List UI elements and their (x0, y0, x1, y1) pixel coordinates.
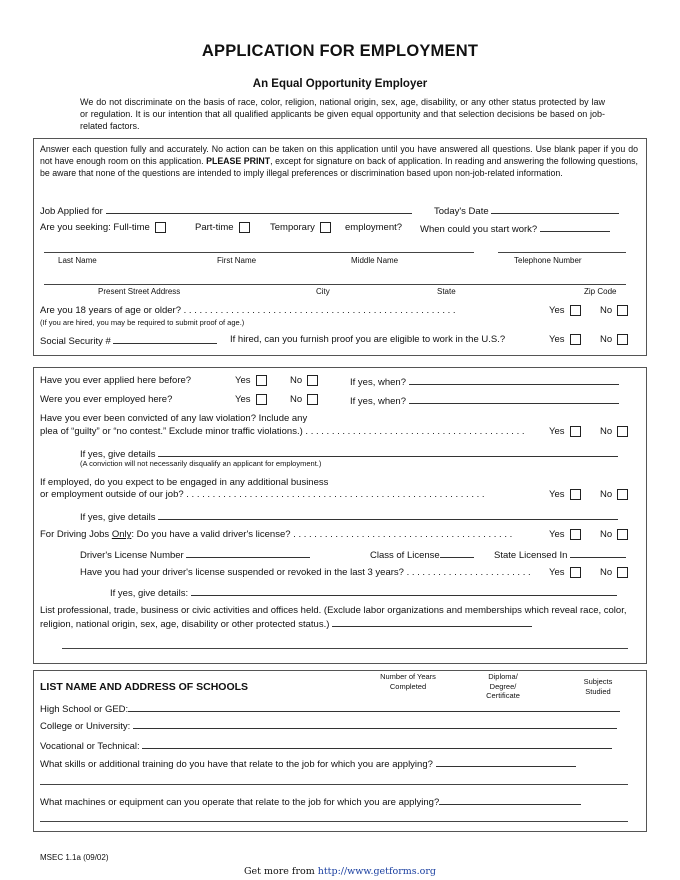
last-name-label: Last Name (58, 256, 97, 265)
applied-no-checkbox[interactable] (307, 375, 318, 386)
suspended-details-field[interactable] (191, 586, 617, 596)
conviction-question-row: plea of “guilty” or “no contest.” Exclude minor traffic violations.) . . . . . . . . . . . . . . . . . . . . . . . . . . . . . . . . . . . . . . . . . . (40, 426, 525, 437)
todays-date-row (434, 204, 619, 217)
street-label: Present Street Address (98, 287, 181, 296)
subjects-header: Subjects Studied (583, 677, 613, 696)
license-yes-checkbox[interactable] (570, 529, 581, 540)
zip-label: Zip Code (584, 287, 617, 296)
employed-when-label: If yes, when? (350, 396, 406, 407)
telephone-label: Telephone Number (514, 256, 582, 265)
conviction-yes-checkbox[interactable] (570, 426, 581, 437)
start-work-field[interactable] (540, 222, 610, 232)
suspended-yes-label: Yes (549, 567, 565, 579)
please-print-label: PLEASE PRINT (206, 156, 271, 166)
additional-yes-checkbox[interactable] (570, 489, 581, 500)
form-subtitle: An Equal Opportunity Employer (252, 78, 428, 90)
license-yes-label: Yes (549, 529, 565, 541)
conviction-details-label: If yes, give details (80, 449, 156, 460)
conviction-question-1: Have you ever been convicted of any law violation? Include any (40, 413, 308, 424)
years-completed-header: Number of Years Completed (380, 672, 436, 691)
employed-no-label: No (290, 394, 303, 406)
employed-yes-checkbox[interactable] (256, 394, 267, 405)
proof-no-checkbox[interactable] (617, 334, 628, 345)
full-time-label: Are you seeking: Full-time (40, 222, 150, 234)
suspended-no-checkbox[interactable] (617, 567, 628, 578)
additional-business-2: or employment outside of our job? (40, 489, 184, 500)
skills-question: What skills or additional training do you have that relate to the job for which you are applying? (40, 759, 433, 770)
schools-heading: LIST NAME AND ADDRESS OF SCHOOLS (40, 681, 249, 693)
telephone-field[interactable] (498, 252, 626, 253)
employed-yes-label: Yes (235, 394, 251, 406)
temporary-label: Temporary (270, 222, 315, 234)
name-field[interactable] (44, 252, 474, 253)
form-code: MSEC 1.1a (09/02) (40, 853, 109, 862)
suspended-yes-checkbox[interactable] (570, 567, 581, 578)
ssn-label: Social Security # (40, 336, 111, 347)
activities-question: List professional, trade, business or civic activities and offices held. (Exclude labor organizations and memberships which reveal race, color, religion, national origin, sex, age, disability or other protected status.) (40, 605, 627, 630)
section-history (33, 367, 647, 664)
applied-yes-label: Yes (235, 375, 251, 387)
intro-paragraph: We do not discriminate on the basis of race, color, religion, national origin, sex, age, disability, or any other status protected by law or regulation. It is our intention that all qualified applicants be given equal opportunity and that selection decisions be based on job-related factors. (80, 97, 605, 131)
machines-line-2[interactable] (40, 821, 628, 822)
age-no-checkbox[interactable] (617, 305, 628, 316)
suspended-row: Have you had your driver's license suspended or revoked in the last 3 years? . . . . . . . . . . . . . . . . . . . . . . . . (80, 567, 531, 578)
high-school-label: High School or GED: (40, 704, 129, 715)
seeking-row (40, 222, 166, 233)
machines-question: What machines or equipment can you operate that relate to the job for which you are applying? (40, 797, 440, 808)
drivers-license-row: For Driving Jobs Only: Do you have a valid driver's license? . . . . . . . . . . . . . . . . . . . . . . . . . . . . . . . . . . . . . . . . . . (40, 529, 513, 540)
proof-no-label: No (600, 334, 613, 346)
conviction-details-field[interactable] (158, 447, 618, 457)
activities-line-2[interactable] (62, 648, 628, 649)
employed-no-checkbox[interactable] (307, 394, 318, 405)
license-class-field[interactable] (440, 548, 474, 558)
license-no-checkbox[interactable] (617, 529, 628, 540)
applied-when-field[interactable] (409, 375, 619, 385)
age-question-row: Are you 18 years of age or older? . . . . . . . . . . . . . . . . . . . . . . . . . . . . . . . . . . . . . . . . . . . . . . . . . . . . (40, 305, 456, 316)
job-applied-label: Job Applied for (40, 206, 103, 217)
temporary-checkbox[interactable] (320, 222, 331, 233)
college-field[interactable] (133, 719, 617, 729)
suspended-no-label: No (600, 567, 613, 579)
license-class-label: Class of License (370, 550, 440, 561)
employed-when-field[interactable] (409, 394, 619, 404)
address-field[interactable] (44, 284, 626, 285)
vocational-field[interactable] (142, 739, 612, 749)
section-personal-info (33, 138, 647, 356)
diploma-header: Diploma/ Degree/ Certificate (486, 672, 520, 700)
applied-before-question: Have you ever applied here before? (40, 375, 192, 386)
start-work-label: When could you start work? (420, 224, 538, 235)
conviction-no-label: No (600, 426, 613, 438)
age-yes-checkbox[interactable] (570, 305, 581, 316)
skills-line-2[interactable] (40, 784, 628, 785)
additional-yes-label: Yes (549, 489, 565, 501)
conviction-question-2: plea of “guilty” or “no contest.” Exclude minor traffic violations.) (40, 426, 303, 437)
license-number-label: Driver's License Number (80, 550, 184, 561)
employed-before-question: Were you ever employed here? (40, 394, 173, 405)
todays-date-field[interactable] (491, 204, 619, 214)
conviction-yes-label: Yes (549, 426, 565, 438)
age-question: Are you 18 years of age or older? (40, 305, 182, 316)
additional-details-field[interactable] (158, 510, 618, 520)
city-label: City (316, 287, 330, 296)
suspended-question: Have you had your driver's license suspended or revoked in the last 3 years? (80, 567, 404, 578)
applied-no-label: No (290, 375, 303, 387)
applied-yes-checkbox[interactable] (256, 375, 267, 386)
college-label: College or University: (40, 721, 131, 732)
state-label: State (437, 287, 456, 296)
high-school-field[interactable] (128, 702, 620, 712)
age-note: (If you are hired, you may be required to submit proof of age.) (40, 318, 245, 327)
additional-details-label: If yes, give details (80, 512, 156, 523)
license-state-field[interactable] (570, 548, 626, 558)
age-yes-label: Yes (549, 305, 565, 317)
job-applied-field[interactable] (106, 204, 412, 214)
form-title: APPLICATION FOR EMPLOYMENT (201, 42, 479, 60)
first-name-label: First Name (217, 256, 257, 265)
full-time-checkbox[interactable] (155, 222, 166, 233)
drivers-license-question: For Driving Jobs Only: Do you have a valid driver's license? (40, 529, 291, 540)
additional-business-1: If employed, do you expect to be engaged in any additional business (40, 477, 329, 488)
additional-no-label: No (600, 489, 613, 501)
middle-name-label: Middle Name (351, 256, 399, 265)
proof-yes-label: Yes (549, 334, 565, 346)
section-education (33, 670, 647, 832)
additional-no-checkbox[interactable] (617, 489, 628, 500)
work-proof-question: If hired, can you furnish proof you are eligible to work in the U.S.? (230, 334, 506, 345)
ssn-field[interactable] (113, 334, 217, 344)
license-state-label: State Licensed In (494, 550, 568, 561)
todays-date-label: Today's Date (434, 206, 489, 217)
machines-field[interactable] (439, 795, 581, 805)
skills-field[interactable] (436, 757, 576, 767)
activities-field[interactable] (332, 617, 532, 627)
additional-business-row: or employment outside of our job? . . . . . . . . . . . . . . . . . . . . . . . . . . . . . . . . . . . . . . . . . . . . . . . . . . . . . . . . . (40, 489, 485, 500)
license-number-field[interactable] (186, 548, 310, 558)
proof-yes-checkbox[interactable] (570, 334, 581, 345)
conviction-no-checkbox[interactable] (617, 426, 628, 437)
license-no-label: No (600, 529, 613, 541)
footer-link-line (0, 866, 680, 877)
instructions-paragraph: Answer each question fully and accurately. No action can be taken on this application until you have answered all questions. Use blank paper if you do not have enough room on this application. PLEASE PRINT, except for signature on back of application. In reading and answering the following questions, be aware that none of the questions are intended to imply illegal preferences or discrimination based upon non-job-related information. (40, 144, 638, 178)
job-applied-row (40, 204, 412, 217)
getforms-link[interactable]: http://www.getforms.org (317, 866, 437, 877)
part-time-label: Part-time (195, 222, 234, 234)
vocational-label: Vocational or Technical: (40, 741, 140, 752)
applied-when-label: If yes, when? (350, 377, 406, 388)
suspended-details-label: If yes, give details: (110, 588, 189, 599)
conviction-note: (A conviction will not necessarily disqualify an applicant for employment.) (80, 459, 322, 468)
part-time-checkbox[interactable] (239, 222, 250, 233)
age-no-label: No (600, 305, 613, 317)
employment-label: employment? (345, 222, 403, 233)
footer-get-more: Get more from (243, 866, 318, 877)
